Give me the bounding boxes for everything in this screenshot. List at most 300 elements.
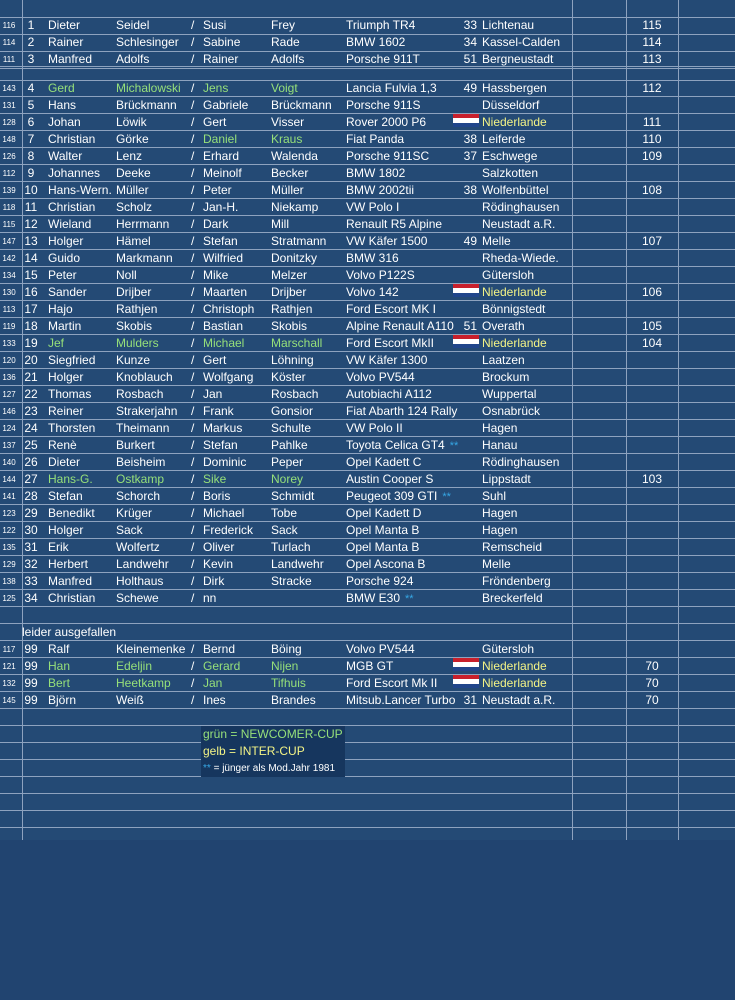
driver-last-name: Müller [116, 183, 149, 197]
position: 10 [24, 183, 38, 197]
position: 33 [24, 574, 38, 588]
name-separator: / [191, 540, 195, 554]
codriver-first-name: Frederick [203, 523, 254, 537]
car-model: VW Käfer 1500 [346, 234, 428, 248]
car-model: Porsche 924 [346, 574, 414, 588]
name-separator: / [191, 370, 195, 384]
driver-last-name: Herrmann [116, 217, 170, 231]
result-row [0, 165, 735, 182]
home-city: Hanau [482, 438, 518, 452]
result-row [0, 641, 735, 658]
position: 30 [24, 523, 38, 537]
home-city: Salzkotten [482, 166, 539, 180]
home-city: Hagen [482, 506, 518, 520]
legend-inter-cup: gelb = INTER-CUP [201, 743, 345, 760]
home-city: Niederlande [482, 115, 547, 129]
codriver-first-name: Stefan [203, 438, 238, 452]
car-model: Volvo 142 [346, 285, 399, 299]
points: 106 [641, 285, 663, 299]
name-separator: / [191, 285, 195, 299]
driver-first-name: Hans-Wern. [48, 183, 112, 197]
class-number: 34 [463, 35, 477, 49]
driver-first-name: Sander [48, 285, 87, 299]
driver-last-name: Brückmann [116, 98, 177, 112]
name-separator: / [191, 268, 195, 282]
driver-last-name: Lenz [116, 149, 143, 163]
driver-last-name: Edeljin [116, 659, 153, 673]
legend-star-text: = jünger als Mod.Jahr 1981 [210, 763, 336, 774]
start-number: 125 [2, 594, 16, 603]
points: 111 [642, 115, 662, 129]
car-model: Volvo PV544 [346, 370, 415, 384]
driver-first-name: Martin [48, 319, 82, 333]
position: 24 [24, 421, 38, 435]
codriver-first-name: Jan [203, 387, 223, 401]
start-number: 118 [2, 203, 16, 212]
driver-first-name: Bert [48, 676, 71, 690]
start-number: 146 [2, 407, 16, 416]
codriver-first-name: Ines [203, 693, 226, 707]
driver-first-name: Holger [48, 370, 84, 384]
result-row [0, 97, 735, 114]
class-number: 38 [463, 132, 477, 146]
start-number: 124 [2, 424, 16, 433]
name-separator: / [191, 149, 195, 163]
driver-last-name: Hämel [116, 234, 151, 248]
home-city: Gütersloh [482, 268, 535, 282]
class-number: 51 [463, 52, 477, 66]
driver-last-name: Markmann [116, 251, 173, 265]
home-city: Hagen [482, 421, 518, 435]
points: 110 [642, 132, 662, 146]
codriver-last-name: Melzer [271, 268, 308, 282]
position: 8 [27, 149, 35, 163]
name-separator: / [191, 98, 195, 112]
car-model: BMW E30 [346, 591, 401, 605]
codriver-first-name: Jens [203, 81, 229, 95]
home-city: Niederlande [482, 336, 547, 350]
start-number: 145 [2, 696, 16, 705]
start-number: 143 [2, 84, 16, 93]
codriver-last-name: Landwehr [271, 557, 324, 571]
car-model: Austin Cooper S [346, 472, 434, 486]
start-number: 119 [2, 322, 16, 331]
start-number: 134 [2, 271, 16, 280]
start-number: 144 [2, 475, 16, 484]
driver-first-name: Jef [48, 336, 65, 350]
points: 115 [642, 18, 662, 32]
home-city: Overath [482, 319, 525, 333]
result-row [0, 114, 735, 131]
codriver-first-name: Sike [203, 472, 227, 486]
legend-newcomer-cup: grün = NEWCOMER-CUP [201, 726, 345, 743]
name-separator: / [191, 642, 195, 656]
result-row [0, 437, 735, 454]
dnf-section-label: leider ausgefallen [22, 625, 117, 639]
home-city: Niederlande [482, 659, 547, 673]
codriver-first-name: Jan-H. [203, 200, 239, 214]
codriver-first-name: Bernd [203, 642, 236, 656]
result-row [0, 369, 735, 386]
driver-last-name: Schlesinger [116, 35, 179, 49]
grid-hline [0, 759, 735, 760]
home-city: Laatzen [482, 353, 525, 367]
home-city: Melle [482, 234, 511, 248]
driver-first-name: Manfred [48, 574, 93, 588]
start-number: 138 [2, 577, 16, 586]
name-separator: / [191, 234, 195, 248]
driver-first-name: Guido [48, 251, 81, 265]
netherlands-flag-icon [453, 335, 479, 348]
codriver-last-name: Voigt [271, 81, 298, 95]
netherlands-flag-icon [453, 658, 479, 671]
driver-first-name: Johan [48, 115, 81, 129]
driver-first-name: Holger [48, 234, 84, 248]
codriver-first-name: Susi [203, 18, 227, 32]
codriver-last-name: Böing [271, 642, 302, 656]
position: 26 [24, 455, 38, 469]
driver-last-name: Schewe [116, 591, 159, 605]
codriver-first-name: Oliver [203, 540, 235, 554]
home-city: Melle [482, 557, 511, 571]
result-row [0, 573, 735, 590]
driver-first-name: Christian [48, 200, 96, 214]
grid-hline [0, 68, 735, 69]
driver-first-name: Dieter [48, 455, 81, 469]
result-row [0, 505, 735, 522]
legend-young-car [201, 760, 345, 777]
result-row [0, 539, 735, 556]
codriver-first-name: Wolfgang [203, 370, 254, 384]
start-number: 133 [2, 339, 16, 348]
position: 5 [27, 98, 35, 112]
legend-star-symbol: ** [203, 763, 211, 774]
driver-first-name: Siegfried [48, 353, 96, 367]
codriver-first-name: Sabine [203, 35, 241, 49]
codriver-first-name: nn [203, 591, 217, 605]
car-model: BMW 316 [346, 251, 399, 265]
name-separator: / [191, 421, 195, 435]
home-city: Niederlande [482, 676, 547, 690]
start-number: 126 [2, 152, 16, 161]
class-number: 49 [463, 81, 477, 95]
car-model: VW Polo I [346, 200, 400, 214]
home-city: Lichtenau [482, 18, 535, 32]
result-row [0, 233, 735, 250]
position: 22 [24, 387, 38, 401]
driver-last-name: Noll [116, 268, 137, 282]
driver-last-name: Holthaus [116, 574, 164, 588]
netherlands-flag-icon [453, 284, 479, 297]
position: 99 [24, 693, 38, 707]
codriver-first-name: Gabriele [203, 98, 249, 112]
car-model: BMW 1802 [346, 166, 406, 180]
points: 113 [642, 52, 662, 66]
driver-last-name: Kleinemenke [116, 642, 186, 656]
home-city: Hagen [482, 523, 518, 537]
driver-last-name: Theimann [116, 421, 170, 435]
car-model: BMW 2002tii [346, 183, 415, 197]
start-number: 130 [2, 288, 16, 297]
name-separator: / [191, 18, 195, 32]
driver-first-name: Björn [48, 693, 77, 707]
result-row [0, 318, 735, 335]
codriver-last-name: Mill [271, 217, 289, 231]
car-model: Autobiachi A112 [346, 387, 432, 401]
position: 15 [24, 268, 38, 282]
start-number: 112 [2, 169, 16, 178]
codriver-first-name: Dark [203, 217, 229, 231]
points: 104 [641, 336, 663, 350]
result-row [0, 352, 735, 369]
codriver-first-name: Gert [203, 353, 227, 367]
driver-last-name: Seidel [116, 18, 150, 32]
home-city: Breckerfeld [482, 591, 543, 605]
driver-first-name: Dieter [48, 18, 81, 32]
driver-last-name: Mulders [116, 336, 159, 350]
codriver-last-name: Marschall [271, 336, 323, 350]
codriver-last-name: Frey [271, 18, 295, 32]
grid-hline [0, 725, 735, 726]
car-model: Volvo PV544 [346, 642, 415, 656]
position: 99 [24, 642, 38, 656]
grid-hline [0, 742, 735, 743]
home-city: Brockum [482, 370, 530, 384]
driver-first-name: Thomas [48, 387, 92, 401]
home-city: Remscheid [482, 540, 543, 554]
car-model: Opel Kadett C [346, 455, 422, 469]
driver-last-name: Krüger [116, 506, 153, 520]
position: 12 [24, 217, 38, 231]
driver-last-name: Kunze [116, 353, 151, 367]
car-model: Volvo P122S [346, 268, 415, 282]
codriver-first-name: Bastian [203, 319, 244, 333]
home-city: Rheda-Wiede. [482, 251, 559, 265]
name-separator: / [191, 217, 195, 231]
position: 27 [24, 472, 38, 486]
driver-first-name: Benedikt [48, 506, 95, 520]
codriver-last-name: Peper [271, 455, 304, 469]
position: 99 [24, 676, 38, 690]
grid-hline [0, 810, 735, 811]
home-city: Rödinghausen [482, 455, 560, 469]
driver-first-name: Hans [48, 98, 77, 112]
name-separator: / [191, 455, 195, 469]
car-model: Peugeot 309 GTI [346, 489, 438, 503]
driver-first-name: Wieland [48, 217, 92, 231]
position: 31 [24, 540, 38, 554]
result-row [0, 148, 735, 165]
codriver-last-name: Norey [271, 472, 304, 486]
codriver-last-name: Donitzky [271, 251, 318, 265]
name-separator: / [191, 693, 195, 707]
name-separator: / [191, 676, 195, 690]
class-number: 33 [463, 18, 477, 32]
home-city: Bergneustadt [482, 52, 554, 66]
driver-last-name: Adolfs [116, 52, 150, 66]
home-city: Osnabrück [482, 404, 541, 418]
driver-first-name: Johannes [48, 166, 101, 180]
position: 16 [24, 285, 38, 299]
codriver-last-name: Turlach [271, 540, 311, 554]
position: 28 [24, 489, 38, 503]
car-model: MGB GT [346, 659, 394, 673]
result-row [0, 471, 735, 488]
points: 105 [641, 319, 663, 333]
car-model: VW Polo II [346, 421, 403, 435]
car-cell [346, 437, 458, 455]
result-row [0, 51, 735, 68]
result-row [0, 182, 735, 199]
start-number: 135 [2, 543, 16, 552]
position: 1 [27, 18, 35, 32]
codriver-last-name: Pahlke [271, 438, 308, 452]
start-number: 128 [2, 118, 16, 127]
young-car-marker: ** [405, 593, 414, 605]
name-separator: / [191, 574, 195, 588]
driver-last-name: Scholz [116, 200, 153, 214]
result-row [0, 267, 735, 284]
codriver-last-name: Visser [271, 115, 305, 129]
home-city: Gütersloh [482, 642, 535, 656]
codriver-last-name: Stracke [271, 574, 312, 588]
home-city: Leiferde [482, 132, 526, 146]
driver-last-name: Sack [116, 523, 143, 537]
driver-first-name: Ralf [48, 642, 70, 656]
name-separator: / [191, 353, 195, 367]
points: 108 [641, 183, 663, 197]
position: 14 [24, 251, 38, 265]
codriver-first-name: Kevin [203, 557, 234, 571]
codriver-first-name: Michael [203, 336, 245, 350]
codriver-first-name: Gert [203, 115, 227, 129]
result-row [0, 590, 735, 607]
car-model: Opel Manta B [346, 540, 420, 554]
codriver-first-name: Gerard [203, 659, 241, 673]
codriver-first-name: Daniel [203, 132, 238, 146]
codriver-last-name: Rade [271, 35, 300, 49]
driver-last-name: Knoblauch [116, 370, 173, 384]
codriver-first-name: Markus [203, 421, 243, 435]
home-city: Rödinghausen [482, 200, 560, 214]
driver-last-name: Schorch [116, 489, 161, 503]
name-separator: / [191, 387, 195, 401]
car-model: Lancia Fulvia 1,3 [346, 81, 437, 95]
car-model: Opel Kadett D [346, 506, 422, 520]
driver-first-name: Herbert [48, 557, 89, 571]
name-separator: / [191, 659, 195, 673]
driver-last-name: Burkert [116, 438, 155, 452]
driver-last-name: Rosbach [116, 387, 164, 401]
codriver-last-name: Kraus [271, 132, 303, 146]
home-city: Kassel-Calden [482, 35, 561, 49]
car-model: VW Käfer 1300 [346, 353, 428, 367]
codriver-last-name: Stratmann [271, 234, 327, 248]
car-model: Alpine Renault A110 [346, 319, 454, 333]
result-row [0, 556, 735, 573]
codriver-last-name: Schmidt [271, 489, 315, 503]
driver-first-name: Stefan [48, 489, 83, 503]
home-city: Niederlande [482, 285, 547, 299]
driver-last-name: Rathjen [116, 302, 158, 316]
name-separator: / [191, 472, 195, 486]
car-model: Toyota Celica GT4 [346, 438, 445, 452]
driver-last-name: Michalowski [116, 81, 181, 95]
position: 25 [24, 438, 38, 452]
position: 20 [24, 353, 38, 367]
start-number: 147 [2, 237, 16, 246]
start-number: 137 [2, 441, 16, 450]
driver-first-name: Manfred [48, 52, 93, 66]
start-number: 123 [2, 509, 16, 518]
start-number: 141 [2, 492, 16, 501]
start-number: 116 [2, 21, 16, 30]
result-row [0, 692, 735, 709]
codriver-first-name: Maarten [203, 285, 248, 299]
codriver-last-name: Adolfs [271, 52, 305, 66]
car-model: Ford Escort MkII [346, 336, 435, 350]
name-separator: / [191, 591, 195, 605]
car-model: Fiat Abarth 124 Rally [346, 404, 458, 418]
codriver-last-name: Walenda [271, 149, 318, 163]
driver-last-name: Landwehr [116, 557, 169, 571]
position: 7 [27, 132, 35, 146]
driver-last-name: Weiß [116, 693, 144, 707]
codriver-last-name: Köster [271, 370, 306, 384]
codriver-first-name: Michael [203, 506, 245, 520]
start-number: 115 [2, 220, 16, 229]
home-city: Bönnigstedt [482, 302, 546, 316]
codriver-first-name: Rainer [203, 52, 239, 66]
driver-last-name: Wolfertz [116, 540, 160, 554]
car-model: Porsche 911S [346, 98, 421, 112]
car-model: Renault R5 Alpine [346, 217, 443, 231]
home-city: Suhl [482, 489, 507, 503]
points: 70 [645, 693, 659, 707]
name-separator: / [191, 302, 195, 316]
codriver-last-name: Tobe [271, 506, 298, 520]
codriver-last-name: Löhning [271, 353, 314, 367]
codriver-first-name: Boris [203, 489, 231, 503]
result-row [0, 454, 735, 471]
points: 103 [641, 472, 663, 486]
result-row [0, 34, 735, 51]
driver-first-name: Erik [48, 540, 69, 554]
home-city: Wuppertal [482, 387, 537, 401]
result-row [0, 301, 735, 318]
name-separator: / [191, 132, 195, 146]
codriver-last-name: Drijber [271, 285, 307, 299]
position: 2 [27, 35, 35, 49]
start-number: 129 [2, 560, 16, 569]
codriver-first-name: Wilfried [203, 251, 244, 265]
result-row [0, 420, 735, 437]
home-city: Wolfenbüttel [482, 183, 549, 197]
name-separator: / [191, 523, 195, 537]
start-number: 127 [2, 390, 16, 399]
position: 11 [24, 200, 38, 214]
codriver-last-name: Rathjen [271, 302, 313, 316]
position: 18 [24, 319, 38, 333]
driver-first-name: Reiner [48, 404, 84, 418]
result-row [0, 17, 735, 34]
position: 4 [27, 81, 35, 95]
car-model: Ford Escort MK I [346, 302, 437, 316]
position: 19 [24, 336, 38, 350]
driver-first-name: Christian [48, 132, 96, 146]
result-row [0, 284, 735, 301]
driver-last-name: Beisheim [116, 455, 166, 469]
